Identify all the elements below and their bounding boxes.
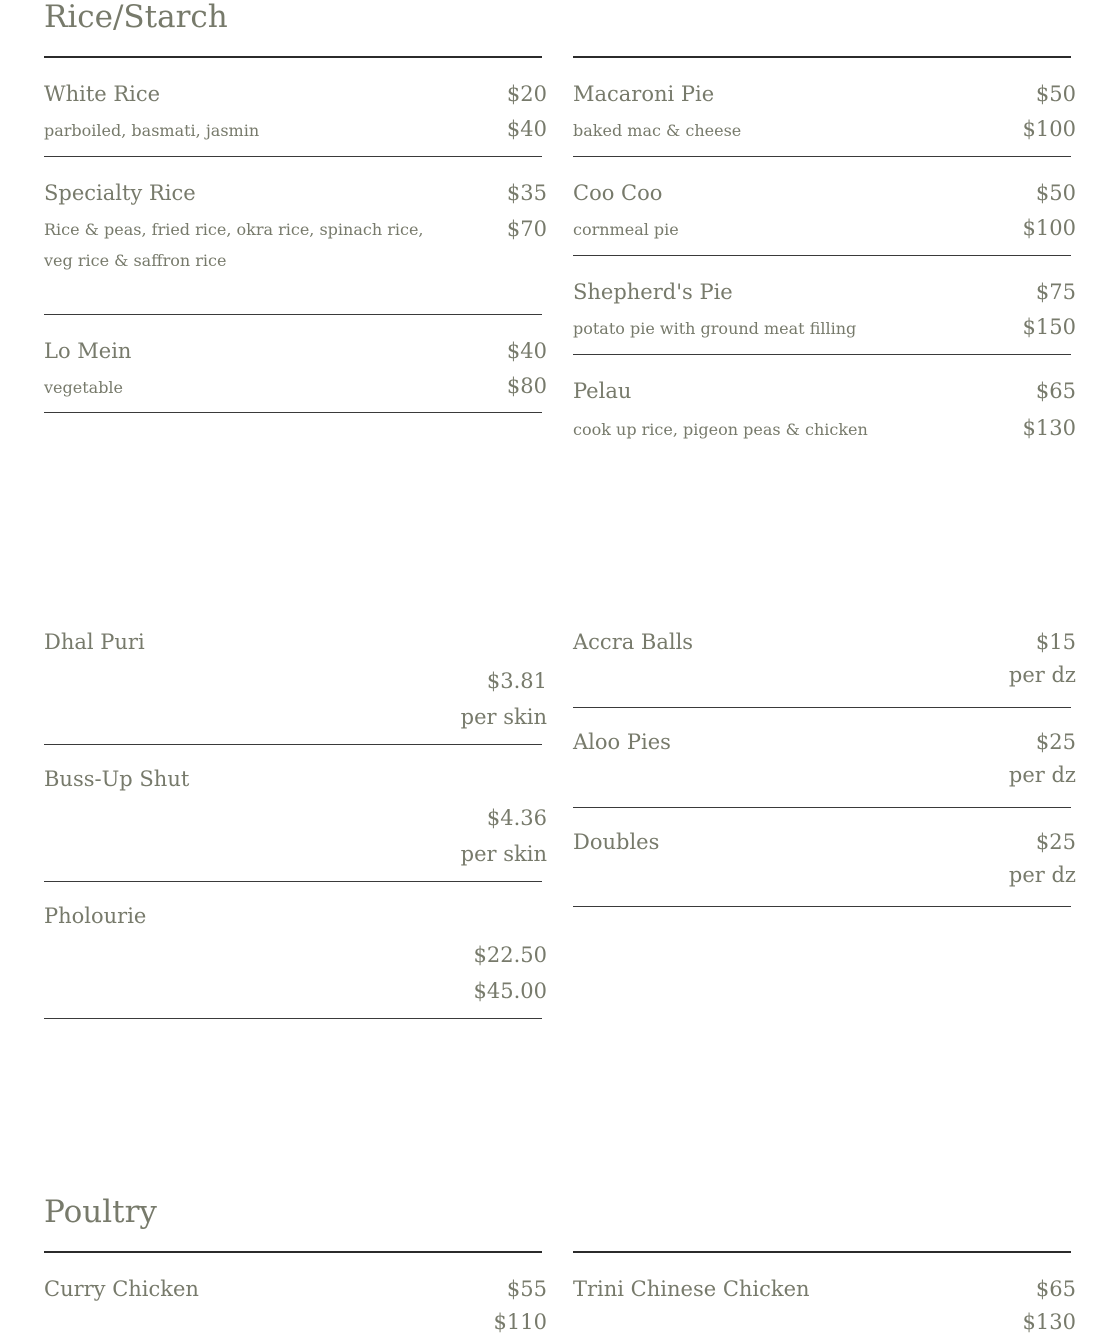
item-unit: per dz [1008,863,1076,887]
item-price-small: $40 [506,339,547,363]
item-price-small: $35 [506,181,547,205]
item-unit: per dz [1008,763,1076,787]
item-description: Rice & peas, fried rice, okra rice, spinach rice, veg rice & saffron rice [44,220,424,270]
snacks-column-right [573,630,1076,907]
menu-item-buss-up-shut [44,745,547,882]
item-name: Trini Chinese Chicken [573,1277,810,1301]
menu-item-doubles [573,808,1076,907]
rice-column-right [573,56,1076,453]
poultry-column-left [44,1251,547,1341]
rice-column-left [44,56,547,413]
item-description: potato pie with ground meat filling [573,319,857,338]
item-price: $25 [1035,830,1076,854]
menu-item-accra-balls [573,630,1076,708]
item-price-large: $110 [493,1310,547,1334]
item-price-small: $75 [1035,280,1076,304]
menu-item-aloo-pies [573,708,1076,808]
item-unit: per skin [460,842,547,866]
item-price-small: $50 [1035,82,1076,106]
item-price: $25 [1035,730,1076,754]
item-unit: per dz [1008,663,1076,687]
item-description: baked mac & cheese [573,121,742,140]
item-name: Specialty Rice [44,181,196,205]
menu-item-coo-coo [573,157,1076,256]
item-price-small: $55 [506,1277,547,1301]
menu-item-trini-chinese-chicken [573,1253,1076,1341]
section-title-rice-starch: Rice/Starch [44,0,228,35]
item-price: $15 [1035,630,1076,654]
item-name: Curry Chicken [44,1277,199,1301]
item-name: Buss-Up Shut [44,767,190,791]
item-price-large: $40 [506,117,547,141]
item-price-small: $50 [1035,181,1076,205]
menu-item-curry-chicken [44,1253,547,1341]
item-price-large: $100 [1022,216,1076,240]
item-price-large: $150 [1022,315,1076,339]
menu-item-white-rice [44,58,547,157]
menu-item-specialty-rice [44,157,547,315]
item-name: Dhal Puri [44,630,145,654]
item-description: cook up rice, pigeon peas & chicken [573,420,868,439]
section-title-poultry: Poultry [44,1194,157,1230]
item-name: Shepherd's Pie [573,280,733,304]
item-name: Pholourie [44,904,147,928]
item-name: Coo Coo [573,181,663,205]
item-name: Macaroni Pie [573,82,715,106]
item-name: Pelau [573,379,632,403]
menu-item-pelau [573,355,1076,453]
item-name: Doubles [573,830,660,854]
item-name: Lo Mein [44,339,132,363]
item-price: $4.36 [486,806,547,830]
poultry-column-right [573,1251,1076,1341]
snacks-column-left [44,630,547,1019]
item-description: vegetable [44,378,124,397]
item-name: White Rice [44,82,161,106]
item-price-small: $20 [506,82,547,106]
menu-item-lo-mein [44,315,547,413]
item-price-large: $100 [1022,117,1076,141]
item-price-large: $70 [506,217,547,241]
item-price-large: $80 [506,374,547,398]
item-price-small: $65 [1035,1277,1076,1301]
item-price: $3.81 [486,669,547,693]
item-price-large: $130 [1022,416,1076,440]
item-price-large: $45.00 [473,979,547,1003]
menu-item-dhal-puri [44,630,547,745]
item-price-small: $22.50 [473,943,547,967]
item-name: Accra Balls [573,630,694,654]
menu-item-shepherds-pie [573,256,1076,355]
item-description: parboiled, basmati, jasmin [44,121,260,140]
item-unit: per skin [460,705,547,729]
item-description: cornmeal pie [573,220,679,239]
item-name: Aloo Pies [573,730,671,754]
item-price-large: $130 [1022,1310,1076,1334]
item-price-small: $65 [1035,379,1076,403]
menu-item-macaroni-pie [573,58,1076,157]
menu-item-pholourie [44,882,547,1019]
